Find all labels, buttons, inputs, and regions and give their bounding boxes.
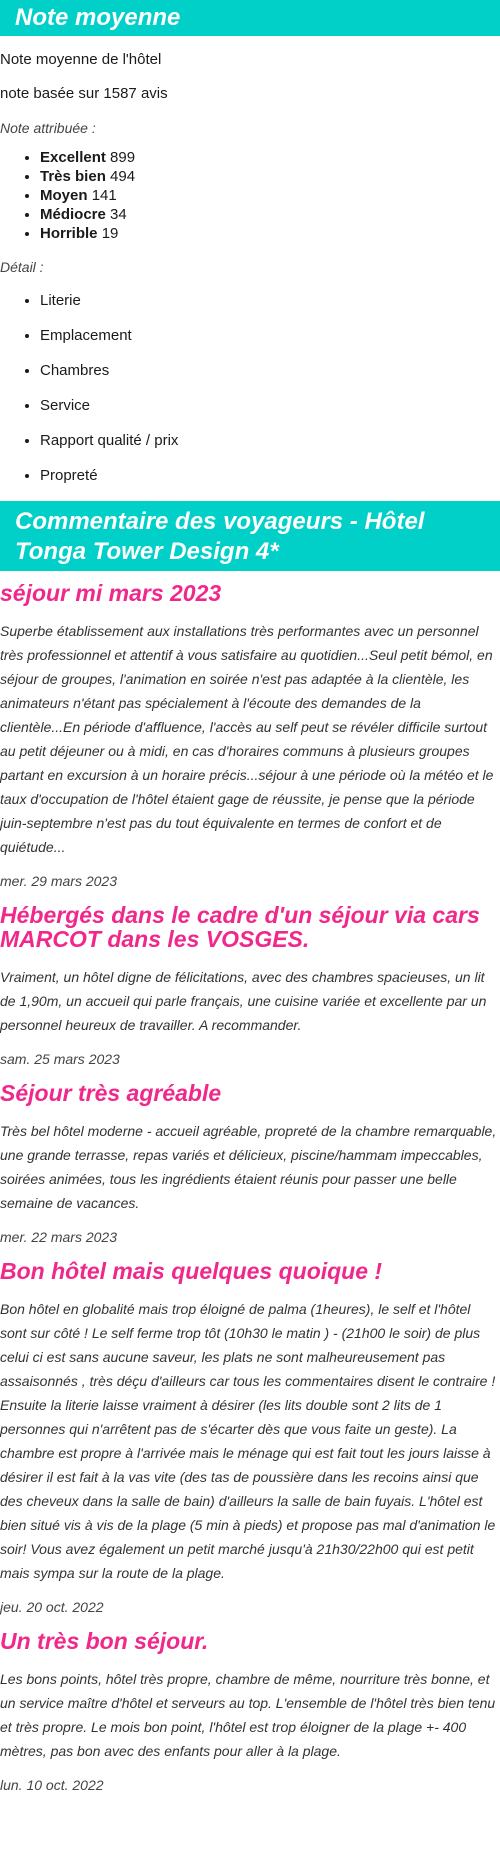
review-title: Un très bon séjour. — [0, 1628, 209, 1654]
review-date: mer. 29 mars 2023 — [0, 873, 117, 889]
score-label: Très bien — [40, 168, 106, 185]
score-label: Moyen — [40, 187, 88, 204]
detail-item-proprete: • Propreté — [40, 466, 500, 485]
review-body: Bon hôtel en globalité mais trop éloigné de palma (1heures), le self et l'hôtel sont sur côté ! Le self ferme trop tôt (10h30 le matin ) - (21h00 le soir) de plus celui ci est sans aucune saveur, les plats ne sont malheureusement pas assaisonnés , très déçu d'ailleurs car tous les commentaires disent le contraire ! Ensuite la literie laisse vraiment à désirer (les lits double sont 2 lits de 1 personnes qui n'arrêtent pas de s'écarter dès que vous faite un geste). La chambre est propre à l'arrivée mais le ménage qui est fait tout les jours laisse à désirer il est fait à la vas vite (des tas de poussière dans les recoins ainsi que des cheveux dans la salle de bain) d'ailleurs la salle de bain fuyais. L'hôtel est bien situé vis à vis de la plage (5 min à pieds) et propose pas mal d'animation le soir! Vous avez également un petit marché jusqu'à 21h30/22h00 qui est petit mais sympa sur la route de la plage. — [0, 1301, 496, 1581]
score-count: 494 — [110, 168, 136, 185]
score-count: 899 — [110, 149, 136, 166]
review-body: Les bons points, hôtel très propre, chambre de même, nourriture très bonne, et un service maître d'hôtel et serveurs au top. L'ensemble de l'hôtel très bien tenu et très propre. Le mois bon point, l'hôtel est trop éloigner de la plage +- 400 mètres, pas bon avec des enfants pour aller à la plage. — [0, 1671, 496, 1759]
review-body: Superbe établissement aux installations très performantes avec un personnel très professionnel et attentif à vous satisfaire au quotidien...Seul petit bémol, en séjour de groupes, l'animation en soirée n'est pas adaptée à la clientèle, les animateurs n'étant pas spécialement à l'écoute des demandes de la clientèle...En période d'affluence, l'accès au self peut se révéler difficile surtout au petit déjeuner ou à midi, en cas d'horaires communs à plusieurs groupes partant en excursion à un horaire précis...séjour à une période où la météo et le taux d'occupation de l'hôtel étaient gage de réussite, je pense que la période juin-septembre n'est pas du tout équivalente en termes de confort et de quiétude... — [0, 623, 494, 855]
review-item — [0, 1081, 500, 1245]
score-count: 34 — [110, 206, 127, 223]
average-rating-label: Note moyenne de l'hôtel — [0, 51, 162, 68]
review-date: sam. 25 mars 2023 — [0, 1051, 120, 1067]
score-count: 141 — [91, 187, 117, 204]
detail-label: Détail : — [0, 259, 44, 275]
score-item — [40, 205, 500, 224]
score-item — [40, 224, 500, 243]
detail-item-emplacement: • Emplacement — [40, 326, 500, 345]
review-title: Bon hôtel mais quelques quoique ! — [0, 1258, 383, 1284]
detail-criteria-list — [0, 291, 500, 485]
review-title: Hébergés dans le cadre d'un séjour via cars MARCOT dans les VOSGES. — [0, 902, 480, 952]
review-item — [0, 1629, 500, 1793]
review-body: Très bel hôtel moderne - accueil agréable, propreté de la chambre remarquable, une grande terrasse, repas variés et délicieux, piscine/hammam impeccables, soirées animées, tous les ingrédients étaient réunis pour passer une belle semaine de vacances. — [0, 1123, 497, 1211]
score-count: 19 — [101, 225, 119, 242]
score-item — [40, 148, 500, 167]
review-count-text: note basée sur 1587 avis — [0, 85, 168, 102]
detail-item-service: • Service — [40, 396, 500, 415]
score-item — [40, 186, 500, 205]
score-label: Excellent — [40, 149, 106, 166]
attributed-rating-label: Note attribuée : — [0, 120, 96, 136]
detail-item-rapport-qualite-prix: • Rapport qualité / prix — [40, 431, 500, 450]
score-distribution-list — [0, 148, 500, 243]
score-label: Horrible — [40, 225, 98, 242]
review-item — [0, 1259, 500, 1615]
review-item — [0, 581, 500, 889]
review-title: Séjour très agréable — [0, 1080, 222, 1106]
detail-item-chambres: • Chambres — [40, 361, 500, 380]
comments-heading: Commentaire des voyageurs - Hôtel Tonga Tower Design 4* — [0, 501, 500, 571]
score-label: Médiocre — [40, 206, 106, 223]
detail-item-literie: • Literie — [40, 291, 500, 310]
rating-heading: Note moyenne — [0, 0, 500, 36]
review-date: mer. 22 mars 2023 — [0, 1229, 117, 1245]
review-item — [0, 903, 500, 1067]
review-date: lun. 10 oct. 2022 — [0, 1777, 104, 1793]
score-item — [40, 167, 500, 186]
review-body: Vraiment, un hôtel digne de félicitations, avec des chambres spacieuses, un lit de 1,90m, un accueil qui parle français, une cuisine variée et excellente par un personnel heureux de travailler. A recommander. — [0, 969, 487, 1033]
review-title: séjour mi mars 2023 — [0, 580, 222, 606]
review-date: jeu. 20 oct. 2022 — [0, 1599, 104, 1615]
